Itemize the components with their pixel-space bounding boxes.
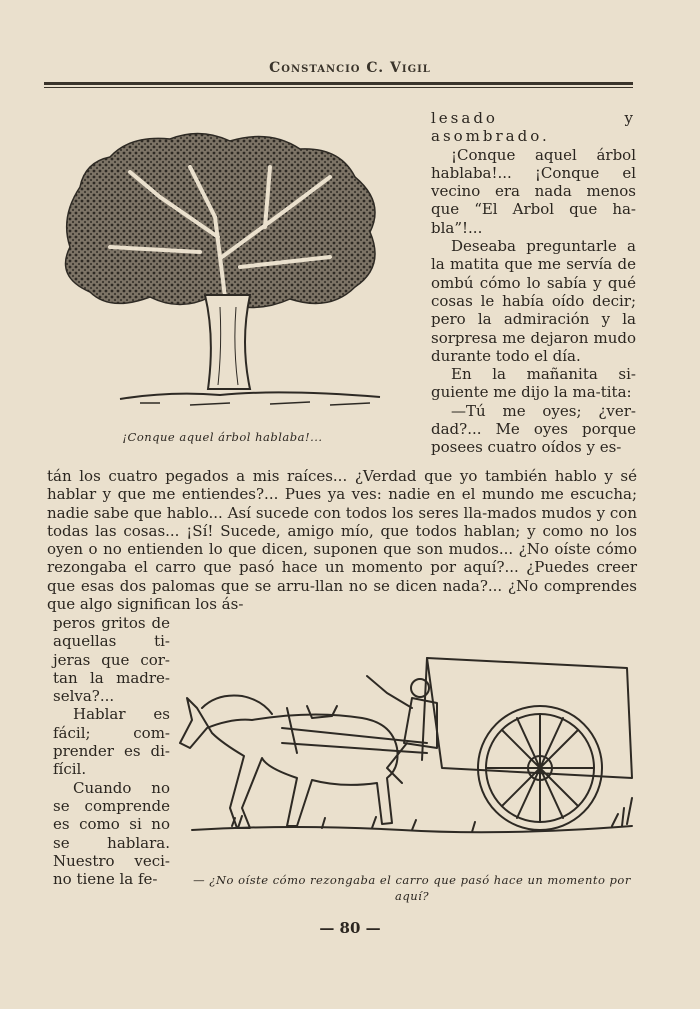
- text-paragraph: —Tú me oyes; ¿ver-dad?... Me oyes porque posees cuatro oídos y es-: [431, 401, 636, 457]
- tree-drawing: [50, 127, 390, 419]
- text-line: lesado y asombrado.: [431, 109, 636, 146]
- text-paragraph: En la mañanita si-guiente me dijo la ma-tita:: [431, 365, 636, 402]
- running-header: Constancio C. Vigil: [269, 60, 431, 76]
- horse-cart-drawing: [172, 648, 642, 848]
- right-column-text: [431, 109, 636, 457]
- text-paragraph: Hablar es fácil; com-prender es di-fícil.: [53, 705, 170, 779]
- text-paragraph: Deseaba preguntarle a la matita que me servía de ombú cómo lo sabía y qué cosas le había oído decir; pero la admiración y la sorpresa me dejaron mudo durante todo el día.: [431, 237, 636, 365]
- cart-illustration: [172, 648, 642, 848]
- text-paragraph: Cuando no se comprende es como si no se hablara. Nuestro veci-no tiene la fe-: [53, 778, 170, 889]
- header-rule: [44, 82, 633, 88]
- tree-caption: ¡Conque aquel árbol hablaba!...: [122, 430, 323, 444]
- text-paragraph: ¡Conque aquel árbol hablaba!... ¡Conque el vecino era nada menos que “El Arbol que ha-bla”!...: [431, 145, 636, 237]
- full-width-text: [47, 467, 637, 613]
- page-number: — 80 —: [319, 919, 381, 937]
- left-column-text: [53, 614, 170, 888]
- text-paragraph: tán los cuatro pegados a mis raíces... ¿Verdad que yo también hablo y sé hablar y que me entiendes?... Pues ya ves: nadie en el mundo me escucha; nadie sabe que hablo... Así sucede con todos los seres lla-mados mudos y con todas las cosas... ¡Sí! Sucede, amigo mío, que todos hablan; y como no los oyen o no entienden lo que dicen, suponen que son mudos... ¿No oíste cómo rezongaba el carro que pasó hace un momento por aquí?... ¿Puedes creer que esas dos palomas que se arru-llan no se dicen nada?... ¿No comprendes que algo significan los ás-: [47, 467, 637, 614]
- cart-caption: — ¿No oíste cómo rezongaba el carro que pasó hace un momento por aquí?: [193, 873, 631, 903]
- text-paragraph: peros gritos de aquellas ti-jeras que cor-tan la madre-selva?...: [53, 614, 170, 706]
- tree-illustration: [50, 127, 390, 419]
